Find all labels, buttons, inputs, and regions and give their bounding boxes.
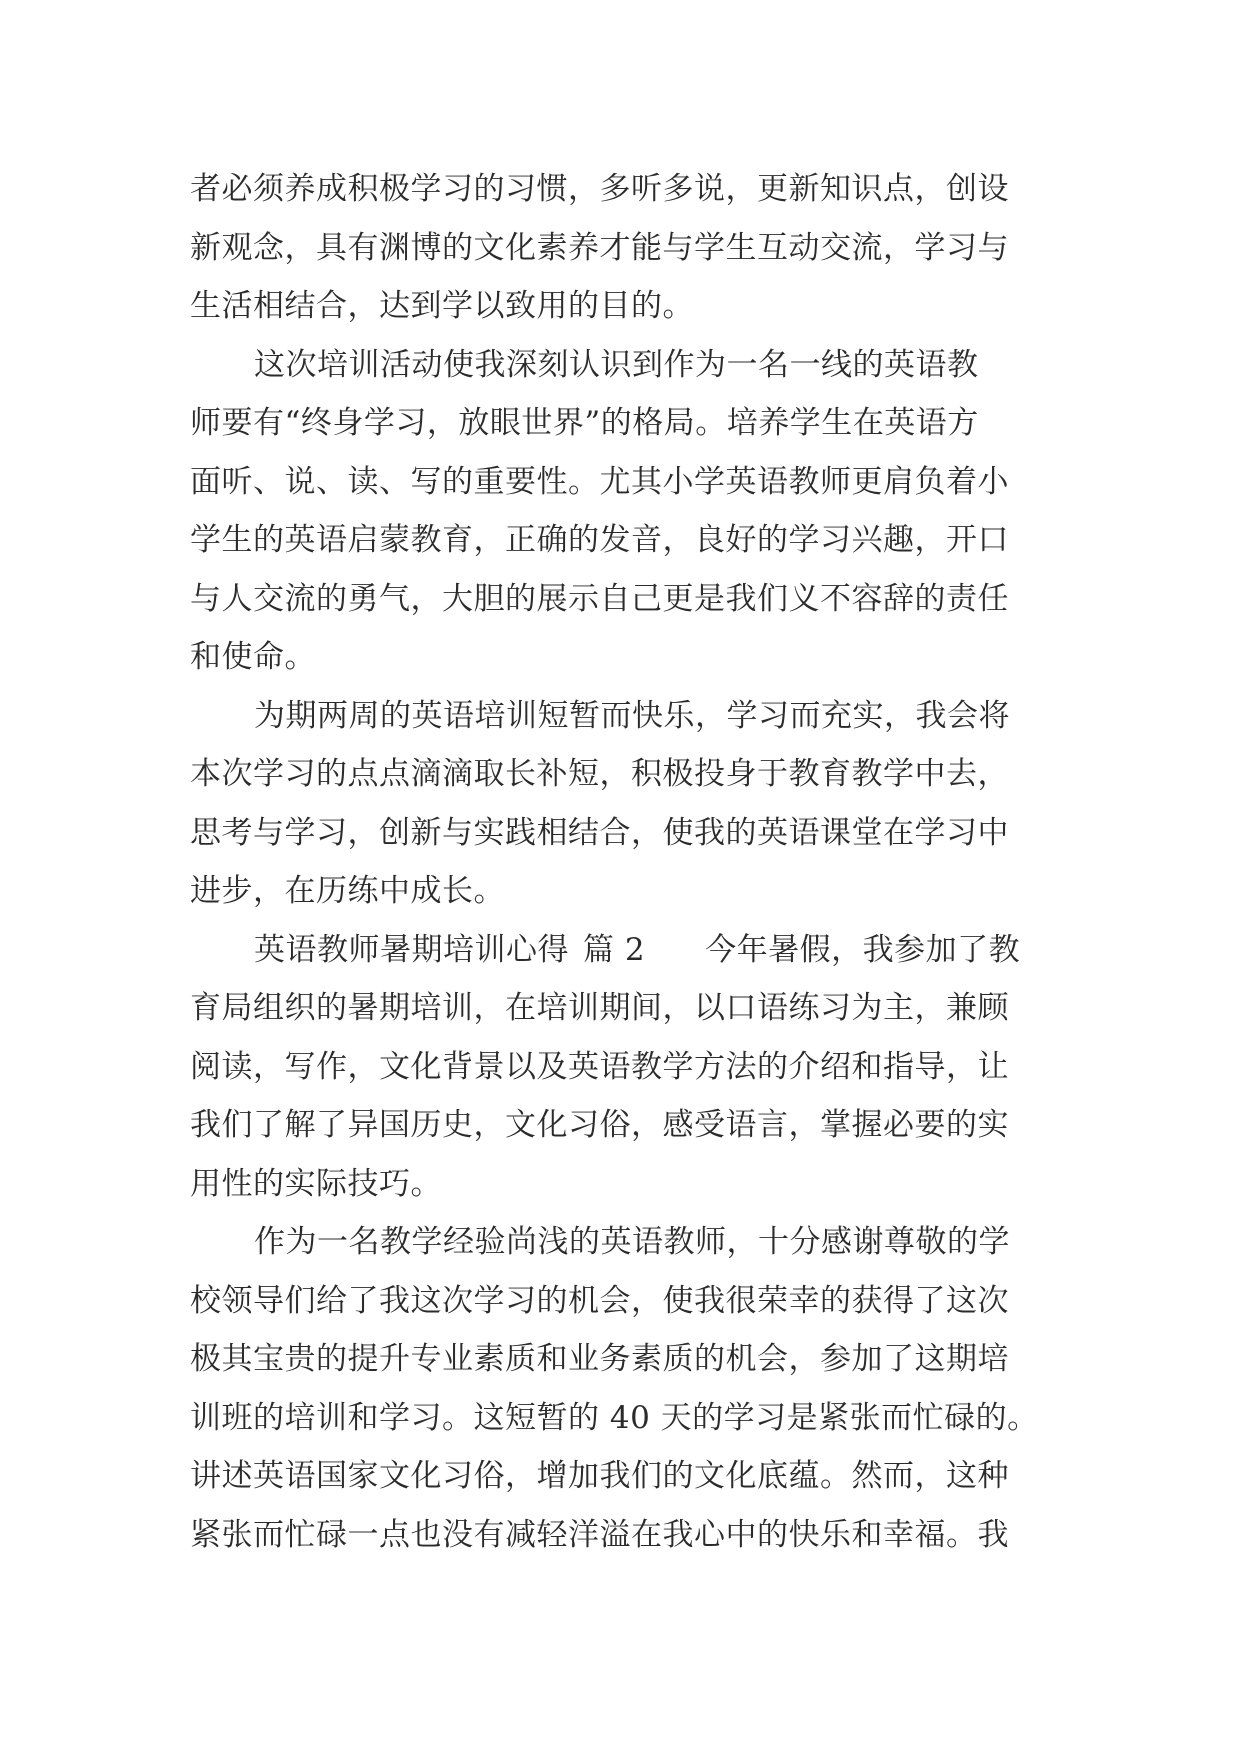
paragraph-4-line-5: 用性的实际技巧。 [190, 1165, 442, 1202]
paragraph-2-line-5: 与人交流的勇气，大胆的展示自己更是我们义不容辞的责任 [190, 580, 1009, 617]
paragraph-3-line-1: 为期两周的英语培训短暂而快乐，学习而充实，我会将 [254, 697, 1010, 734]
paragraph-3-line-3: 思考与学习，创新与实践相结合，使我的英语课堂在学习中 [190, 814, 1009, 851]
paragraph-4-line-2: 育局组织的暑期培训，在培训期间，以口语练习为主，兼顾 [190, 990, 1009, 1026]
paragraph-4-first-line-rest: 今年暑假，我参加了教 [705, 931, 1021, 968]
section-heading: 英语教师暑期培训心得 [254, 931, 569, 968]
paragraph-3-line-4: 进步，在历练中成长。 [190, 873, 505, 909]
paragraph-2-line-3: 面听、说、读、写的重要性。尤其小学英语教师更肩负着小 [190, 463, 1009, 500]
paragraph-5-line-6: 紧张而忙碌一点也没有减轻洋溢在我心中的快乐和幸福。我 [190, 1516, 1009, 1553]
paragraph-2-line-6: 和使命。 [190, 639, 316, 675]
paragraph-5-line-2: 校领导们给了我这次学习的机会，使我很荣幸的获得了这次 [190, 1282, 1009, 1319]
paragraph-1-line-2: 新观念，具有渊博的文化素养才能与学生互动交流，学习与 [190, 229, 1009, 266]
paragraph-2-line-4: 学生的英语启蒙教育，正确的发音，良好的学习兴趣，开口 [190, 522, 1009, 558]
paragraph-5-line-4: 训班的培训和学习。这短暂的 40 天的学习是紧张而忙碌的。 [190, 1399, 1039, 1436]
paragraph-5-line-5: 讲述英语国家文化习俗，增加我们的文化底蕴。然而，这种 [190, 1458, 1009, 1494]
paragraph-5-line-1: 作为一名教学经验尚浅的英语教师，十分感谢尊敬的学 [254, 1224, 1010, 1260]
document-body [190, 160, 1060, 1564]
paragraph-2-line-1: 这次培训活动使我深刻认识到作为一名一线的英语教 [254, 346, 979, 383]
paragraph-2-line-2: 师要有“终身学习，放眼世界”的格局。培养学生在英语方 [190, 405, 979, 441]
section-heading-suffix: 篇 2 [583, 931, 646, 968]
paragraph-5-line-3: 极其宝贵的提升专业素质和业务素质的机会，参加了这期培 [190, 1341, 1009, 1377]
paragraph-1-line-1: 者必须养成积极学习的习惯，多听多说，更新知识点，创设 [190, 171, 1009, 207]
paragraph-3-line-2: 本次学习的点点滴滴取长补短，积极投身于教育教学中去， [190, 756, 1009, 792]
paragraph-4-line-4: 我们了解了异国历史，文化习俗，感受语言，掌握必要的实 [190, 1107, 1009, 1143]
paragraph-4-line-3: 阅读，写作，文化背景以及英语教学方法的介绍和指导，让 [190, 1048, 1009, 1085]
paragraph-4-line-1 [190, 921, 1060, 980]
paragraph-1-line-3: 生活相结合，达到学以致用的目的。 [190, 288, 694, 324]
